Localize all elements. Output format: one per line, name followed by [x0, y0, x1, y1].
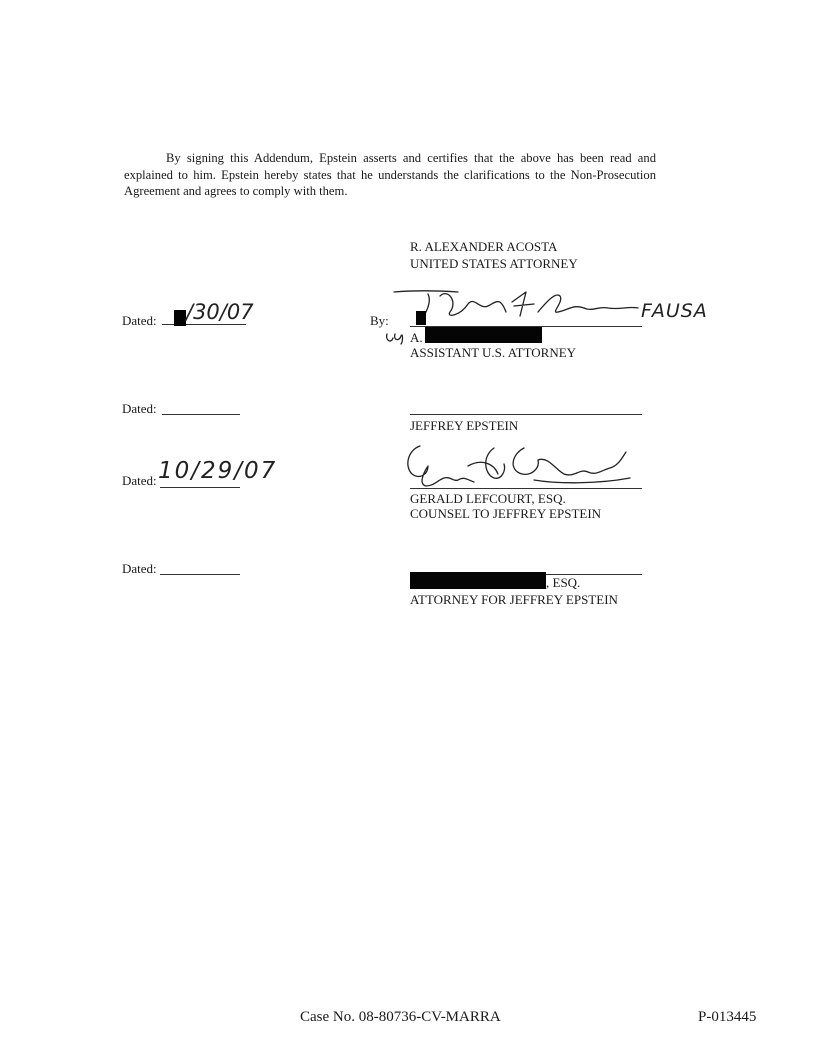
- certification-paragraph: By signing this Addendum, Epstein asserts and certifies that the above has been read and explained to him. Epstein hereby states that he understands the clarifications to the Non-Prosecution Agreement and agrees to comply with them.: [124, 151, 656, 198]
- handwritten-date-1: /30/07: [186, 300, 254, 324]
- case-number: Case No. 08-80736-CV-MARRA: [300, 1009, 501, 1025]
- redaction-date-1: [174, 310, 186, 326]
- epstein-signature-line: [410, 414, 642, 415]
- dated-line-3: [160, 487, 240, 488]
- dated-label-2: Dated:: [122, 401, 157, 416]
- attorney-esq: , ESQ.: [546, 575, 581, 590]
- ausa-title: ASSISTANT U.S. ATTORNEY: [410, 345, 577, 360]
- bates-number: P-013445: [698, 1009, 757, 1025]
- redaction-signature: [416, 311, 426, 325]
- dated-line-2: [162, 414, 240, 415]
- ausa-initial: A.: [410, 330, 423, 345]
- redaction-attorney-name: [410, 572, 546, 589]
- ausa-signature-image: [388, 282, 648, 330]
- lefcourt-title: COUNSEL TO JEFFREY EPSTEIN: [410, 506, 602, 521]
- handwritten-date-3: 10/29/07: [158, 458, 278, 484]
- us-attorney-title: UNITED STATES ATTORNEY: [410, 256, 578, 271]
- attorney-title: ATTORNEY FOR JEFFREY EPSTEIN: [410, 592, 618, 607]
- dated-label-3: Dated:: [122, 473, 157, 488]
- signature-suffix: FAUSA: [641, 300, 708, 322]
- dated-label-4: Dated:: [122, 561, 157, 576]
- redaction-ausa-name: [425, 327, 542, 343]
- dated-label-1: Dated:: [122, 313, 157, 328]
- by-label: By:: [370, 313, 389, 328]
- epstein-name: JEFFREY EPSTEIN: [410, 418, 519, 433]
- lefcourt-name: GERALD LEFCOURT, ESQ.: [410, 491, 566, 506]
- dated-line-4: [160, 574, 240, 575]
- us-attorney-name: R. ALEXANDER ACOSTA: [410, 239, 558, 254]
- initials-mark-image: [383, 330, 407, 346]
